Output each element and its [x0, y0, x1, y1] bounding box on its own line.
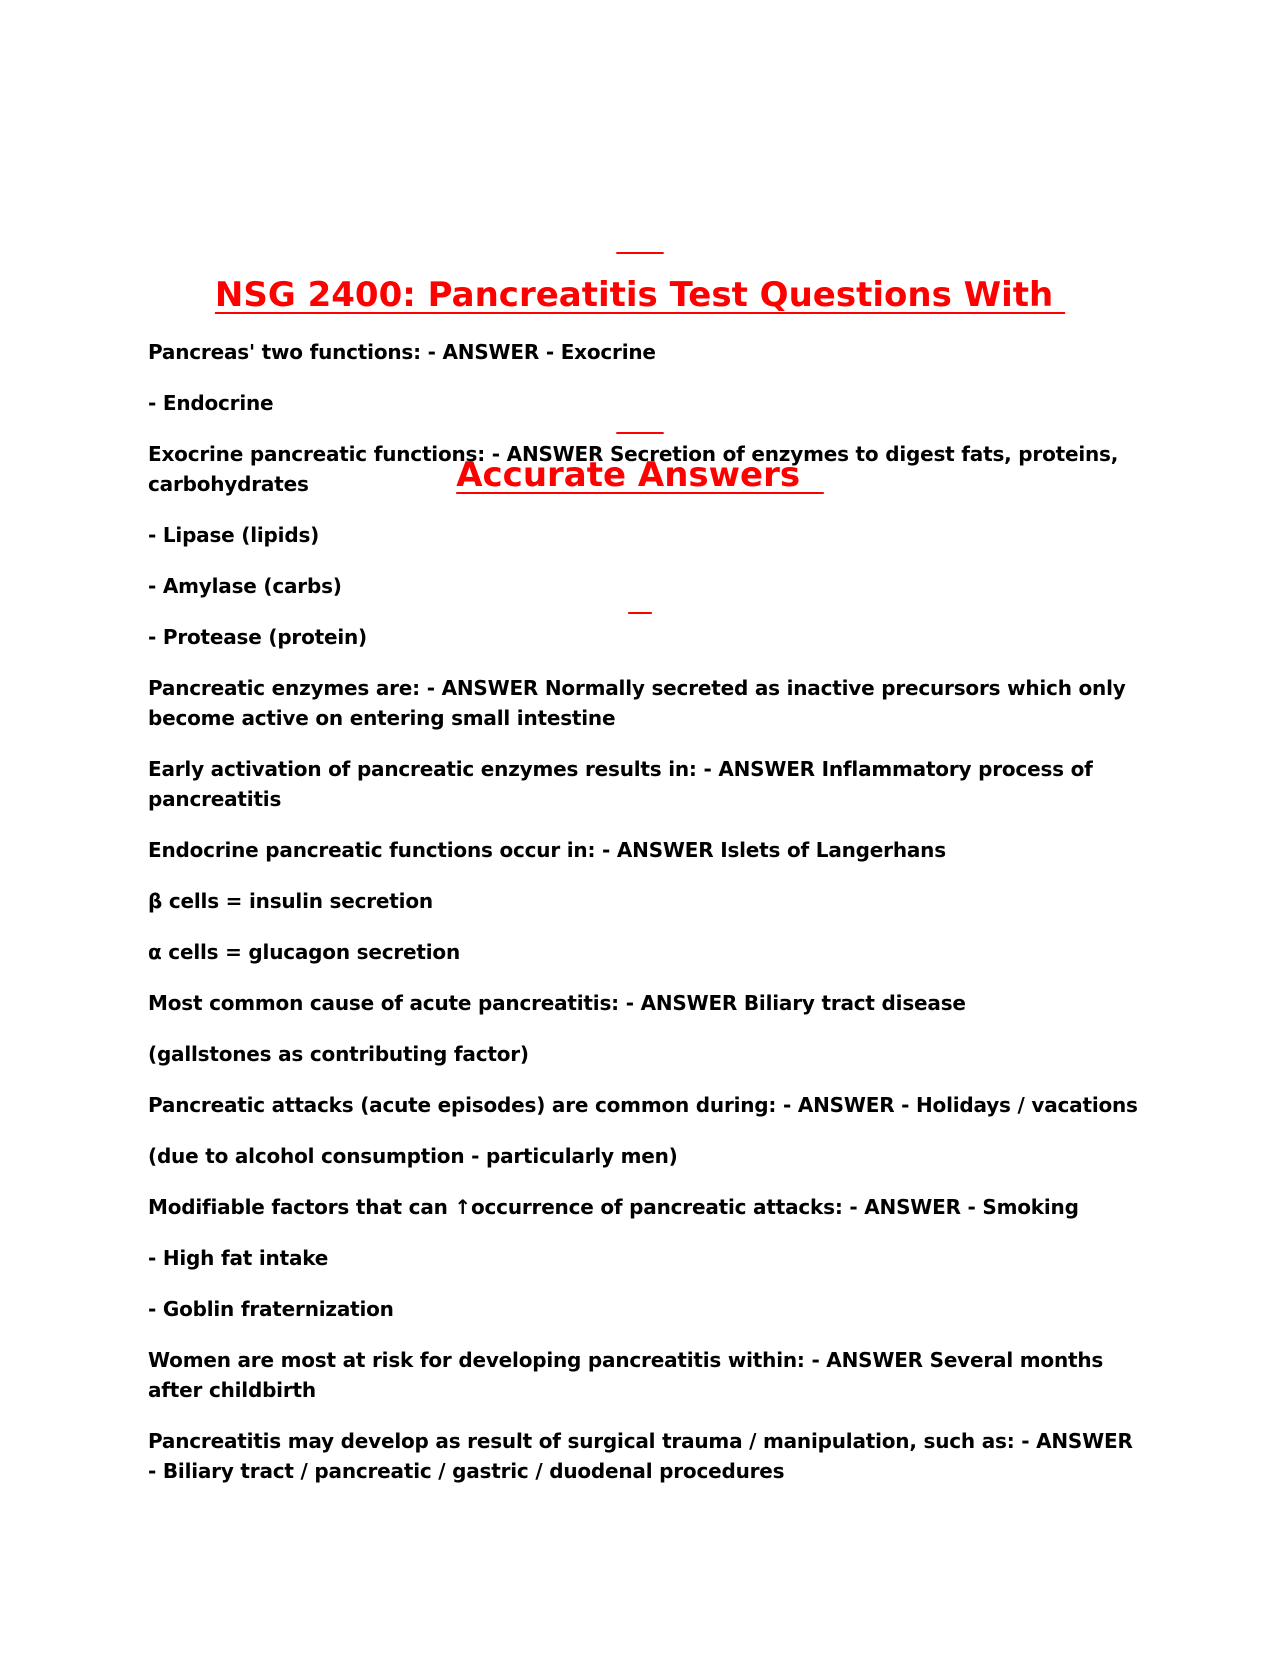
paragraph: Pancreatitis may develop as result of surgical trauma / manipulation, such as: - ANSWER - Biliary tract / pancreatic / gastric / duodenal procedures	[148, 1429, 1133, 1483]
paragraph: Pancreatic attacks (acute episodes) are common during: - ANSWER - Holidays / vacations	[148, 1093, 1138, 1117]
paragraph: Modifiable factors that can ↑occurrence of pancreatic attacks: - ANSWER - Smoking	[148, 1195, 1079, 1219]
paragraph: Endocrine pancreatic functions occur in: - ANSWER Islets of Langerhans	[148, 838, 946, 862]
title-line-1: NSG 2400: Pancreatitis Test Questions With	[214, 275, 1066, 315]
paragraph: Pancreas' two functions: - ANSWER - Exocrine	[148, 340, 656, 364]
paragraph: - Lipase (lipids)	[148, 523, 320, 547]
title-line-2: Accurate Answers	[456, 455, 824, 495]
paragraph: - Goblin fraternization	[148, 1297, 394, 1321]
paragraph: Pancreatic enzymes are: - ANSWER Normally secreted as inactive precursors which only become active on entering small intestine	[148, 676, 1126, 730]
paragraph: α cells = glucagon secretion	[148, 940, 460, 964]
paragraph: - High fat intake	[148, 1246, 329, 1270]
paragraph: (gallstones as contributing factor)	[148, 1042, 529, 1066]
paragraph: β cells = insulin secretion	[148, 889, 433, 913]
paragraph: - Protease (protein)	[148, 625, 367, 649]
paragraph: Exocrine pancreatic functions: - ANSWER Secretion of enzymes to digest fats, proteins, carbohydrates	[148, 442, 1119, 496]
paragraph: Early activation of pancreatic enzymes results in: - ANSWER Inflammatory process of pancreatitis	[148, 757, 1093, 811]
paragraph: (due to alcohol consumption - particularly men)	[148, 1144, 678, 1168]
paragraph: Most common cause of acute pancreatitis: - ANSWER Biliary tract disease	[148, 991, 966, 1015]
document-body	[148, 337, 1138, 1507]
paragraph: - Endocrine	[148, 391, 274, 415]
paragraph: Women are most at risk for developing pancreatitis within: - ANSWER Several months after childbirth	[148, 1348, 1104, 1402]
paragraph: - Amylase (carbs)	[148, 574, 342, 598]
